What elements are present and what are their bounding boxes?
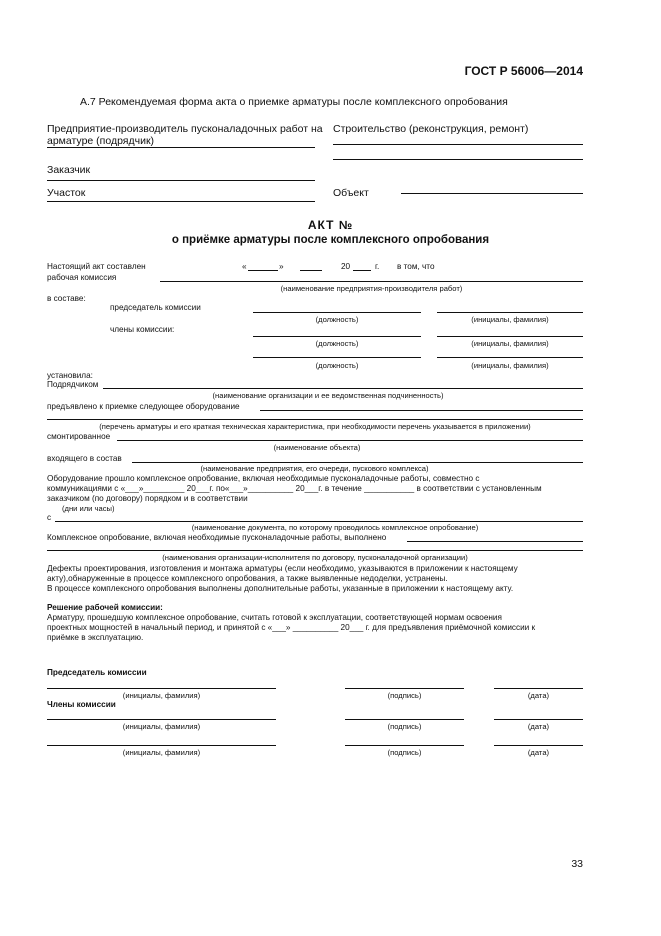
standard-number: ГОСТ Р 56006—2014 xyxy=(464,64,583,78)
customer-label: Заказчик xyxy=(47,164,91,176)
member1-initials-field[interactable] xyxy=(47,719,276,720)
producer-label-1: Предприятие-производитель пусконаладочных работ на xyxy=(47,123,323,135)
object-field[interactable] xyxy=(401,193,583,194)
commission-label: рабочая комиссия xyxy=(47,273,117,282)
members-label: члены комиссии: xyxy=(110,325,175,334)
member1-name-field[interactable] xyxy=(437,336,583,337)
presented-label: предъявлено к приемке следующее оборудование xyxy=(47,402,240,411)
chairman-date-field[interactable] xyxy=(494,688,583,689)
mounted-field[interactable] xyxy=(117,440,583,441)
org-caption: (наименование предприятия-производителя работ) xyxy=(280,284,463,293)
enterprise-caption: (наименование предприятия, его очереди, пускового комплекса) xyxy=(200,464,429,473)
sign-signature-caption-3: (подпись) xyxy=(387,748,422,757)
sign-members-label: Члены комиссии xyxy=(47,700,116,709)
act-title: АКТ № xyxy=(307,218,354,232)
decision-text-2: проектных мощностей в начальный период, и принятой с «___» __________ 20___ г. для предъявления приёмочной комиссии к xyxy=(47,623,536,632)
decision-title: Решение рабочей комиссии: xyxy=(47,603,163,612)
month-field[interactable] xyxy=(300,270,322,271)
chairman-signature-field[interactable] xyxy=(345,688,464,689)
organization-field[interactable] xyxy=(160,281,583,282)
member1-position-field[interactable] xyxy=(253,336,421,337)
producer-label-2: арматуре (подрядчик) xyxy=(47,135,155,147)
included-label: входящего в состав xyxy=(47,454,122,463)
contractor-field[interactable] xyxy=(103,388,583,389)
equipment-field-2[interactable] xyxy=(47,419,583,420)
area-label: Участок xyxy=(47,187,86,199)
section-title: А.7 Рекомендуемая форма акта о приемке арматуры после комплексного опробования xyxy=(80,96,508,108)
document-field[interactable] xyxy=(55,521,583,522)
sign-signature-caption-1: (подпись) xyxy=(387,691,422,700)
established-label: установила: xyxy=(47,371,93,380)
initials-caption-3: (инициалы, фамилия) xyxy=(471,361,549,370)
sign-date-caption-1: (дата) xyxy=(527,691,550,700)
year-field[interactable] xyxy=(353,270,371,271)
composition-label: в составе: xyxy=(47,294,86,303)
producer-field[interactable] xyxy=(47,147,315,148)
customer-field[interactable] xyxy=(47,180,315,181)
member2-date-field[interactable] xyxy=(494,745,583,746)
tested-text-2: коммуникациями с «___»_________ 20___г. по«___»__________ 20___г. в течение ___________ в соответствии с установленным xyxy=(47,484,542,493)
initials-caption-2: (инициалы, фамилия) xyxy=(471,339,549,348)
quote-close: » xyxy=(279,262,284,271)
position-caption-1: (должность) xyxy=(315,315,359,324)
position-caption-3: (должность) xyxy=(315,361,359,370)
days-hours-caption: (дни или часы) xyxy=(62,504,115,513)
member2-position-field[interactable] xyxy=(253,357,421,358)
quote-open: « xyxy=(242,262,247,271)
sign-initials-caption-2: (инициалы, фамилия) xyxy=(122,722,201,731)
sign-signature-caption-2: (подпись) xyxy=(387,722,422,731)
page-number: 33 xyxy=(571,858,583,870)
chairman-initials-field[interactable] xyxy=(47,688,276,689)
initials-caption-1: (инициалы, фамилия) xyxy=(471,315,549,324)
performer-field-2[interactable] xyxy=(47,550,583,551)
contractor-label: Подрядчиком xyxy=(47,380,99,389)
sign-initials-caption-1: (инициалы, фамилия) xyxy=(122,691,201,700)
construction-field-1[interactable] xyxy=(333,144,583,145)
defects-text-1: Дефекты проектирования, изготовления и монтажа арматуры (если необходимо, указываются в приложении к настоящему xyxy=(47,564,518,573)
extra-works-text: В процессе комплексного опробования выполнены дополнительные работы, указанные в приложении к настоящему акту. xyxy=(47,584,514,593)
member1-signature-field[interactable] xyxy=(345,719,464,720)
chairman-name-field[interactable] xyxy=(437,312,583,313)
decision-text-1: Арматуру, прошедшую комплексное опробование, считать готовой к эксплуатации, соответствующей нормам освоения xyxy=(47,613,502,622)
member2-initials-field[interactable] xyxy=(47,745,276,746)
list-caption: (перечень арматуры и его краткая техническая характеристика, при необходимости перечень указывается в приложении) xyxy=(99,422,531,431)
sign-date-caption-3: (дата) xyxy=(527,748,550,757)
sign-chairman-label: Председатель комиссии xyxy=(47,668,147,677)
object-label: Объект xyxy=(333,187,369,199)
member2-name-field[interactable] xyxy=(437,357,583,358)
sign-date-caption-2: (дата) xyxy=(527,722,550,731)
performed-label: Комплексное опробование, включая необходимые пусконаладочные работы, выполнено xyxy=(47,533,387,542)
tested-text-1: Оборудование прошло комплексное опробование, включая необходимые пусконаладочные работы, совместно с xyxy=(47,474,480,483)
act-subtitle: о приёмке арматуры после комплексного опробования xyxy=(171,234,490,246)
from-label: с xyxy=(47,513,52,522)
doc-caption: (наименование документа, по которому проводилось комплексное опробование) xyxy=(191,523,479,532)
equipment-field[interactable] xyxy=(260,410,583,411)
performer-field[interactable] xyxy=(407,541,583,542)
decision-text-3: приёмке в эксплуатацию. xyxy=(47,633,144,642)
contractor-caption: (наименование организации и ее ведомственная подчиненность) xyxy=(212,391,444,400)
object-caption: (наименование объекта) xyxy=(273,443,361,452)
member1-date-field[interactable] xyxy=(494,719,583,720)
construction-label: Строительство (реконструкция, ремонт) xyxy=(333,123,529,135)
performer-caption: (наименования организации-исполнителя по договору, пусконаладочной организации) xyxy=(162,553,468,562)
mounted-label: смонтированное xyxy=(47,432,111,441)
member2-signature-field[interactable] xyxy=(345,745,464,746)
sign-initials-caption-3: (инициалы, фамилия) xyxy=(122,748,201,757)
in-that-label: в том, что xyxy=(397,262,435,271)
included-field[interactable] xyxy=(132,462,583,463)
day-field[interactable] xyxy=(248,270,278,271)
tested-text-3: заказчиком (по договору) порядком и в соответствии xyxy=(47,494,248,503)
year-prefix: 20 xyxy=(341,262,351,271)
position-caption-2: (должность) xyxy=(315,339,359,348)
year-suffix: г. xyxy=(375,262,380,271)
area-field[interactable] xyxy=(47,201,315,202)
defects-text-2: акту),обнаруженные в процессе комплексного опробования, а также выявленные недоделки, устранены. xyxy=(47,574,448,583)
composed-label: Настоящий акт составлен xyxy=(47,262,146,271)
chairman-position-field[interactable] xyxy=(253,312,421,313)
construction-field-2[interactable] xyxy=(333,159,583,160)
chairman-label: председатель комиссии xyxy=(110,303,201,312)
